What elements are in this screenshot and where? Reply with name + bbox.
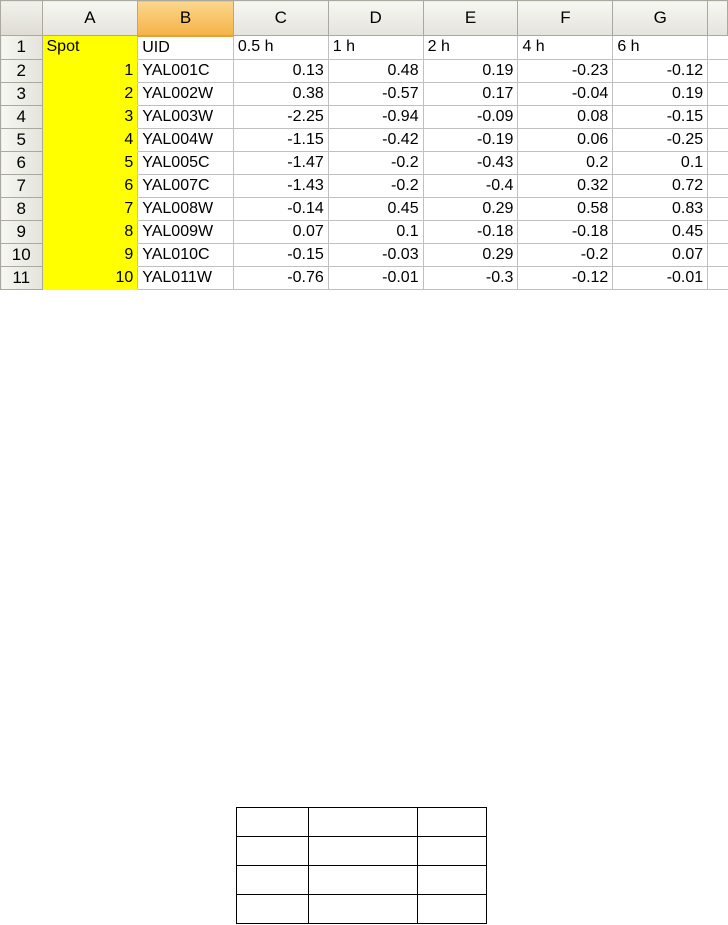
cell-f8[interactable]: 0.58 (518, 197, 613, 220)
cell-c1[interactable]: 0.5 h (233, 36, 328, 60)
cell-a2[interactable]: 1 (42, 59, 138, 82)
cell-a8[interactable]: 7 (42, 197, 138, 220)
sheet-row-2 (1, 59, 728, 82)
empty-table-row (237, 808, 487, 837)
cell-f7[interactable]: 0.32 (518, 174, 613, 197)
sheet-row-3 (1, 82, 728, 105)
cell-c10[interactable]: -0.15 (233, 243, 328, 266)
empty-table (236, 807, 487, 924)
cell-e7[interactable]: -0.4 (423, 174, 518, 197)
cell-b5[interactable]: YAL004W (138, 128, 234, 151)
empty-table-cell (418, 895, 487, 924)
empty-table-cell (237, 866, 309, 895)
sheet-row-4 (1, 105, 728, 128)
cell-g4[interactable]: -0.15 (613, 105, 708, 128)
cell-h2[interactable] (708, 59, 728, 82)
cell-d9[interactable]: 0.1 (328, 220, 423, 243)
spreadsheet-grid (0, 0, 728, 290)
cell-b3[interactable]: YAL002W (138, 82, 234, 105)
cell-b4[interactable]: YAL003W (138, 105, 234, 128)
cell-d2[interactable]: 0.48 (328, 59, 423, 82)
cell-h7[interactable] (708, 174, 728, 197)
cell-f1[interactable]: 4 h (518, 36, 613, 60)
cell-d4[interactable]: -0.94 (328, 105, 423, 128)
cell-c8[interactable]: -0.14 (233, 197, 328, 220)
cell-g8[interactable]: 0.83 (613, 197, 708, 220)
cell-d6[interactable]: -0.2 (328, 151, 423, 174)
cell-d11[interactable]: -0.01 (328, 266, 423, 289)
column-header-h-partial[interactable] (708, 1, 728, 36)
sheet-row-9 (1, 220, 728, 243)
column-header-row (1, 1, 728, 36)
cell-a4[interactable]: 3 (42, 105, 138, 128)
cell-b7[interactable]: YAL007C (138, 174, 234, 197)
column-header-f[interactable]: F (518, 1, 613, 36)
cell-d3[interactable]: -0.57 (328, 82, 423, 105)
empty-table-cell (418, 837, 487, 866)
cell-f11[interactable]: -0.12 (518, 266, 613, 289)
row-header-2[interactable]: 2 (1, 59, 43, 82)
empty-table-row (237, 895, 487, 924)
cell-e10[interactable]: 0.29 (423, 243, 518, 266)
cell-g2[interactable]: -0.12 (613, 59, 708, 82)
empty-table-cell (237, 808, 309, 837)
cell-c3[interactable]: 0.38 (233, 82, 328, 105)
column-header-e[interactable]: E (423, 1, 518, 36)
cell-f10[interactable]: -0.2 (518, 243, 613, 266)
cell-d1[interactable]: 1 h (328, 36, 423, 60)
cell-c5[interactable]: -1.15 (233, 128, 328, 151)
cell-b1[interactable]: UID (138, 36, 234, 60)
cell-h3[interactable] (708, 82, 728, 105)
row-header-8[interactable]: 8 (1, 197, 43, 220)
cell-h9[interactable] (708, 220, 728, 243)
row-header-10[interactable]: 10 (1, 243, 43, 266)
sheet-row-10 (1, 243, 728, 266)
cell-b9[interactable]: YAL009W (138, 220, 234, 243)
empty-table-cell (309, 895, 418, 924)
cell-e5[interactable]: -0.19 (423, 128, 518, 151)
cell-g10[interactable]: 0.07 (613, 243, 708, 266)
cell-g5[interactable]: -0.25 (613, 128, 708, 151)
empty-table-row (237, 866, 487, 895)
cell-a1[interactable]: Spot (42, 36, 138, 60)
cell-d8[interactable]: 0.45 (328, 197, 423, 220)
cell-a3[interactable]: 2 (42, 82, 138, 105)
sheet-row-1 (1, 36, 728, 60)
cell-e8[interactable]: 0.29 (423, 197, 518, 220)
sheet-row-7 (1, 174, 728, 197)
column-header-b[interactable]: B (138, 1, 234, 36)
cell-f3[interactable]: -0.04 (518, 82, 613, 105)
cell-c9[interactable]: 0.07 (233, 220, 328, 243)
empty-table-cell (237, 895, 309, 924)
cell-e1[interactable]: 2 h (423, 36, 518, 60)
cell-b8[interactable]: YAL008W (138, 197, 234, 220)
cell-b6[interactable]: YAL005C (138, 151, 234, 174)
column-header-c[interactable]: C (233, 1, 328, 36)
cell-a5[interactable]: 4 (42, 128, 138, 151)
cell-h4[interactable] (708, 105, 728, 128)
row-header-6[interactable]: 6 (1, 151, 43, 174)
spreadsheet (0, 0, 728, 316)
row-header-1[interactable]: 1 (1, 36, 43, 60)
empty-table-cell (418, 808, 487, 837)
cell-h8[interactable] (708, 197, 728, 220)
column-header-g[interactable]: G (613, 1, 708, 36)
row-header-7[interactable]: 7 (1, 174, 43, 197)
cell-f4[interactable]: 0.08 (518, 105, 613, 128)
empty-table-row (237, 837, 487, 866)
cell-e6[interactable]: -0.43 (423, 151, 518, 174)
cell-c7[interactable]: -1.43 (233, 174, 328, 197)
cell-a11[interactable]: 10 (42, 266, 138, 289)
cell-b10[interactable]: YAL010C (138, 243, 234, 266)
empty-table-cell (309, 808, 418, 837)
row-header-11[interactable]: 11 (1, 266, 43, 289)
cell-c2[interactable]: 0.13 (233, 59, 328, 82)
cell-c6[interactable]: -1.47 (233, 151, 328, 174)
select-all-corner[interactable] (1, 1, 43, 36)
cell-f9[interactable]: -0.18 (518, 220, 613, 243)
cell-d10[interactable]: -0.03 (328, 243, 423, 266)
row-header-4[interactable]: 4 (1, 105, 43, 128)
empty-table-cell (309, 866, 418, 895)
cell-h1[interactable] (708, 36, 728, 60)
cell-e3[interactable]: 0.17 (423, 82, 518, 105)
cell-e9[interactable]: -0.18 (423, 220, 518, 243)
cell-g9[interactable]: 0.45 (613, 220, 708, 243)
cell-g3[interactable]: 0.19 (613, 82, 708, 105)
cell-c4[interactable]: -2.25 (233, 105, 328, 128)
row-header-9[interactable]: 9 (1, 220, 43, 243)
cell-h6[interactable] (708, 151, 728, 174)
cell-e11[interactable]: -0.3 (423, 266, 518, 289)
empty-table-cell (418, 866, 487, 895)
cell-a6[interactable]: 5 (42, 151, 138, 174)
sheet-row-11 (1, 266, 728, 289)
cell-g1[interactable]: 6 h (613, 36, 708, 60)
cell-a7[interactable]: 6 (42, 174, 138, 197)
cell-a9[interactable]: 8 (42, 220, 138, 243)
empty-table-cell (309, 837, 418, 866)
row-header-5[interactable]: 5 (1, 128, 43, 151)
sheet-row-8 (1, 197, 728, 220)
cell-e2[interactable]: 0.19 (423, 59, 518, 82)
column-header-a[interactable]: A (42, 1, 138, 36)
cell-h5[interactable] (708, 128, 728, 151)
cell-h11[interactable] (708, 266, 728, 289)
cell-g7[interactable]: 0.72 (613, 174, 708, 197)
cell-g6[interactable]: 0.1 (613, 151, 708, 174)
cell-b11[interactable]: YAL011W (138, 266, 234, 289)
cell-a10[interactable]: 9 (42, 243, 138, 266)
cell-h10[interactable] (708, 243, 728, 266)
cell-b2[interactable]: YAL001C (138, 59, 234, 82)
row-header-3[interactable]: 3 (1, 82, 43, 105)
cell-f2[interactable]: -0.23 (518, 59, 613, 82)
cell-g11[interactable]: -0.01 (613, 266, 708, 289)
cell-d7[interactable]: -0.2 (328, 174, 423, 197)
cell-d5[interactable]: -0.42 (328, 128, 423, 151)
cell-f5[interactable]: 0.06 (518, 128, 613, 151)
cell-f6[interactable]: 0.2 (518, 151, 613, 174)
sheet-row-5 (1, 128, 728, 151)
cell-c11[interactable]: -0.76 (233, 266, 328, 289)
sheet-row-6 (1, 151, 728, 174)
cell-e4[interactable]: -0.09 (423, 105, 518, 128)
column-header-d[interactable]: D (328, 1, 423, 36)
empty-table-cell (237, 837, 309, 866)
